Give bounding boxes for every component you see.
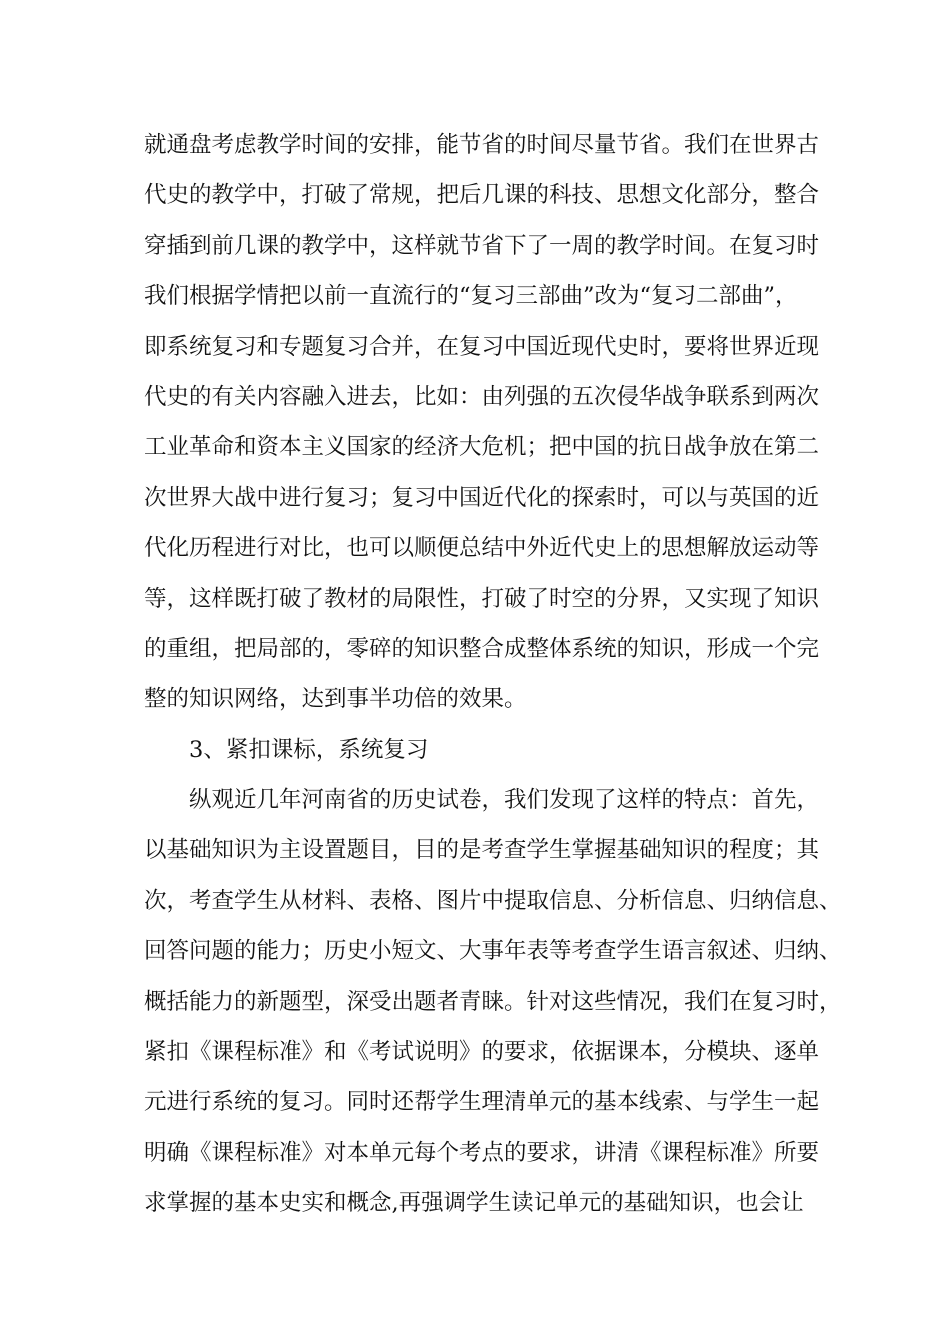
text-line: 代史的教学中，打破了常规，把后几课的科技、思想文化部分，整合 (144, 182, 820, 209)
text-line: 概括能力的新题型，深受出题者青睐。针对这些情况，我们在复习时， (144, 988, 842, 1015)
text-line: 代史的有关内容融入进去，比如：由列强的五次侵华战争联系到两次 (144, 383, 820, 410)
text-line: 次世界大战中进行复习；复习中国近代化的探索时，可以与英国的近 (144, 484, 820, 511)
text-line: 明确《课程标准》对本单元每个考点的要求，讲清《课程标准》所要 (144, 1139, 820, 1166)
text-line: 整的知识网络，达到事半功倍的效果。 (144, 686, 527, 713)
paragraph-start-line: 纵观近几年河南省的历史试卷，我们发现了这样的特点：首先， (189, 787, 820, 814)
text-line: 工业革命和资本主义国家的经济大危机；把中国的抗日战争放在第二 (144, 434, 820, 461)
text-line: 紧扣《课程标准》和《考试说明》的要求，依据课本，分模块、逐单 (144, 1039, 820, 1066)
text-line: 即系统复习和专题复习合并，在复习中国近现代史时，要将世界近现 (144, 333, 820, 360)
text-line: 求掌握的基本史实和概念,再强调学生读记单元的基础知识，也会让 (144, 1190, 804, 1217)
text-line: 回答问题的能力；历史小短文、大事年表等考查学生语言叙述、归纳、 (144, 938, 842, 965)
text-line: 代化历程进行对比，也可以顺便总结中外近代史上的思想解放运动等 (144, 535, 820, 562)
text-line: 以基础知识为主设置题目，目的是考查学生掌握基础知识的程度；其 (144, 837, 820, 864)
text-line: 的重组，把局部的，零碎的知识整合成整体系统的知识，形成一个完 (144, 635, 820, 662)
text-line: 就通盘考虑教学时间的安排，能节省的时间尽量节省。我们在世界古 (144, 132, 820, 158)
text-line: 我们根据学情把以前一直流行的“复习三部曲”改为“复习二部曲”， (144, 283, 798, 310)
section-heading: 3、紧扣课标，系统复习 (189, 736, 429, 763)
text-line: 次，考查学生从材料、表格、图片中提取信息、分析信息、归纳信息、 (144, 887, 842, 914)
text-line: 元进行系统的复习。同时还帮学生理清单元的基本线索、与学生一起 (144, 1089, 820, 1116)
text-line: 穿插到前几课的教学中，这样就节省下了一周的教学时间。在复习时 (144, 232, 820, 259)
text-line: 等，这样既打破了教材的局限性，打破了时空的分界，又实现了知识 (144, 585, 820, 612)
body-text (144, 120, 842, 1229)
